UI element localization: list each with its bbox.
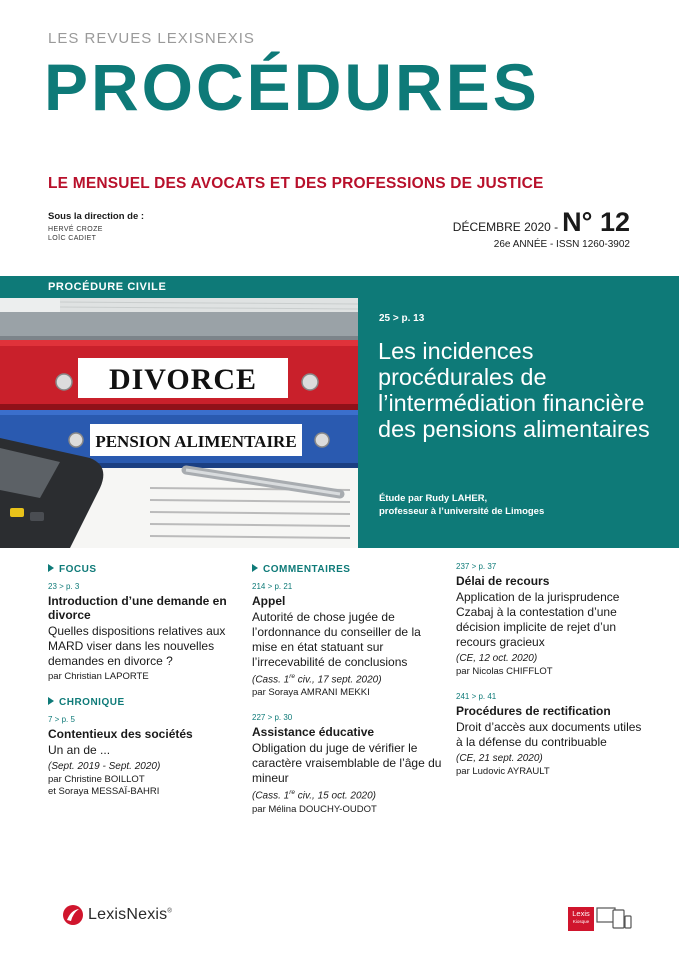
item-ref: 214 > p. 21 — [252, 582, 293, 591]
triangle-right-icon — [48, 697, 54, 705]
badge-text: Lexis — [572, 909, 590, 918]
item-ref: 7 > p. 5 — [48, 715, 75, 724]
list-item — [48, 715, 238, 798]
item-cite: (CE, 12 oct. 2020) — [456, 653, 538, 664]
column-commentaires-continued — [456, 562, 646, 792]
item-cite: (CE, 21 sept. 2020) — [456, 753, 543, 764]
publisher-logo — [62, 904, 172, 926]
section-label: CHRONIQUE — [59, 697, 125, 708]
list-item — [456, 692, 646, 778]
list-item — [252, 713, 442, 815]
item-title: Procédures de rectification — [456, 704, 611, 718]
issue-number: N° 12 — [562, 207, 630, 237]
section-focus-heading — [48, 564, 238, 575]
item-ref: 241 > p. 41 — [456, 692, 497, 701]
photo-label-pension: PENSION ALIMENTAIRE — [95, 432, 297, 451]
list-item — [48, 582, 238, 683]
section-chronique-heading — [48, 697, 238, 708]
publisher-name: LexisNexis® — [88, 906, 172, 923]
director-name: LOÏC CADIET — [48, 235, 97, 242]
binders-illustration — [0, 298, 358, 548]
feature-author-name: Étude par Rudy LAHER, — [379, 493, 488, 504]
item-desc: Autorité de chose jugée de l’ordonnance du conseiller de la mise en état statuant sur l’irrecevabilité de conclusions — [252, 610, 421, 669]
section-label: COMMENTAIRES — [263, 564, 351, 575]
list-item — [252, 582, 442, 699]
badge-subtext: Kiosque — [572, 919, 590, 924]
item-title: Contentieux des sociétés — [48, 727, 193, 741]
section-commentaires-heading — [252, 564, 442, 575]
issue-info — [453, 207, 630, 250]
direction-label: Sous la direction de : — [48, 211, 145, 222]
item-ref: 23 > p. 3 — [48, 582, 80, 591]
feature-photo — [0, 298, 358, 548]
feature-author-role: professeur à l’université de Limoges — [379, 506, 545, 517]
item-desc: Un an de ... — [48, 743, 111, 757]
item-ref: 237 > p. 37 — [456, 562, 497, 571]
list-item — [456, 562, 646, 678]
feature-author — [379, 492, 544, 518]
photo-label-divorce: DIVORCE — [108, 363, 258, 396]
item-author: par Soraya AMRANI MEKKI — [252, 687, 370, 699]
item-cite: (Sept. 2019 - Sept. 2020) — [48, 761, 161, 772]
feature-ref: 25 > p. 13 — [379, 313, 425, 324]
editorial-direction — [48, 211, 144, 243]
rubric-bar — [0, 276, 358, 298]
devices-icon — [596, 906, 632, 932]
item-ref: 227 > p. 30 — [252, 713, 293, 723]
lexisnexis-mark-icon — [62, 904, 84, 926]
journal-tagline: LE MENSUEL DES AVOCATS ET DES PROFESSIONS DE JUSTICE — [48, 175, 544, 192]
item-title: Appel — [252, 594, 286, 608]
item-title: Délai de recours — [456, 574, 550, 588]
rubric-label: PROCÉDURE CIVILE — [48, 281, 167, 293]
feature-title: Les incidences procédurales de l’intermédiation financière des pensions alimentaires — [378, 338, 650, 442]
column-commentaires — [252, 564, 442, 830]
item-cite: (Cass. 1re civ., 15 oct. 2020) — [252, 789, 376, 802]
item-desc: Application de la jurisprudence Czabaj à la contestation d’une décision implicite de rejet d’un recours gracieux — [456, 590, 620, 649]
issue-year-issn: 26e ANNÉE - ISSN 1260-3902 — [493, 239, 630, 250]
item-cite: (Cass. 1re civ., 17 sept. 2020) — [252, 673, 382, 686]
triangle-right-icon — [252, 564, 258, 572]
item-title: Introduction d’une demande en divorce — [48, 594, 227, 622]
item-desc: Droit d’accès aux documents utiles à la défense du contribuable — [456, 720, 642, 749]
triangle-right-icon — [48, 564, 54, 572]
director-name: HERVÉ CROZE — [48, 226, 103, 233]
item-author: par Christian LAPORTE — [48, 671, 149, 682]
item-desc: Quelles dispositions relatives aux MARD viser dans les nouvelles demandes en divorce ? — [48, 624, 226, 668]
lexis-kiosque-badge — [568, 907, 594, 931]
column-focus-chronique — [48, 564, 238, 812]
item-author: et Soraya MESSAÏ-BAHRI — [48, 786, 160, 797]
item-author: par Mélina DOUCHY-OUDOT — [252, 803, 377, 815]
item-title: Assistance éducative — [252, 725, 375, 740]
journal-title: PROCÉDURES — [44, 50, 540, 124]
item-author: par Ludovic AYRAULT — [456, 766, 550, 777]
section-label: FOCUS — [59, 564, 97, 575]
series-name: LES REVUES LEXISNEXIS — [48, 30, 255, 47]
item-author: par Nicolas CHIFFLOT — [456, 666, 553, 677]
item-desc: Obligation du juge de vérifier le caractère vraisemblable de l’âge du mineur — [252, 741, 442, 786]
item-author: par Christine BOILLOT — [48, 774, 145, 785]
issue-date: DÉCEMBRE 2020 - — [452, 220, 559, 234]
